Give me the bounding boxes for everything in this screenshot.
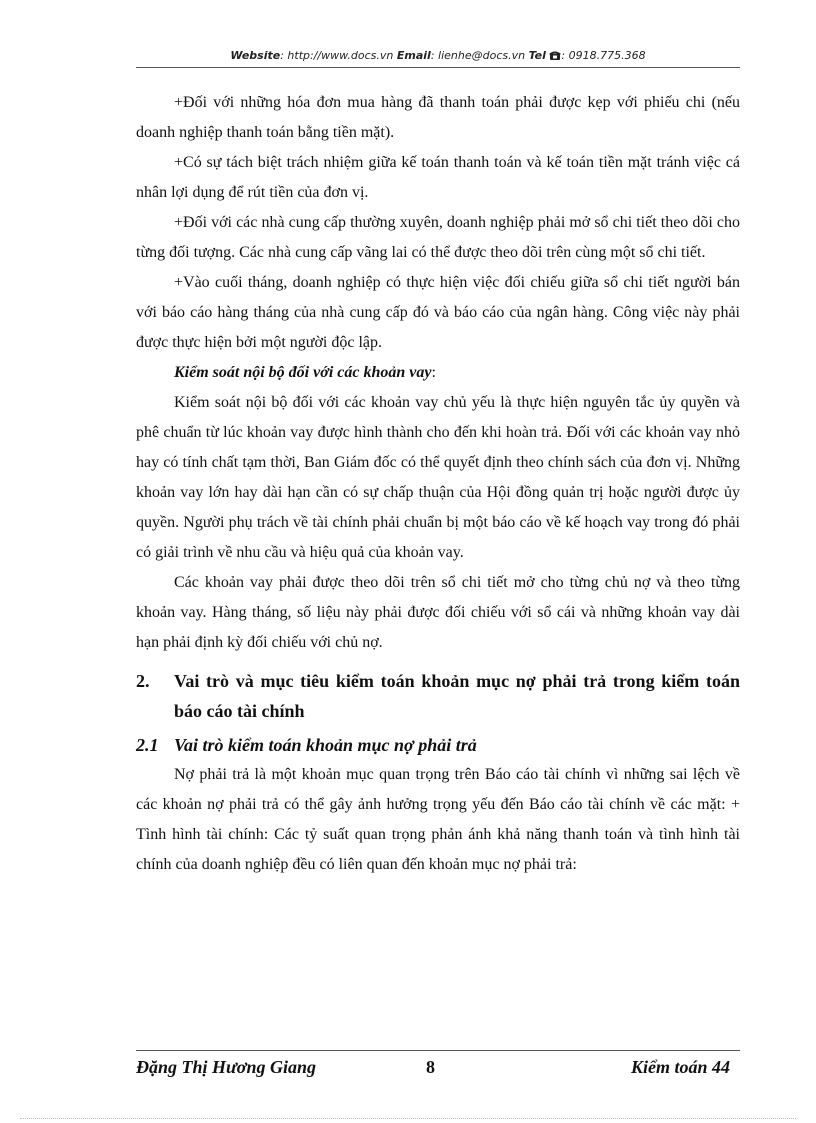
subheading-colon: : <box>431 364 436 381</box>
paragraph: +Vào cuối tháng, doanh nghiệp có thực hiện việc đối chiếu giữa sổ chi tiết người bán với báo cáo hàng tháng của nhà cung cấp đó và báo cáo của ngân hàng. Công việc này phải được thực hiện bởi một người độc lập. <box>136 274 740 351</box>
section-heading-2-1 <box>136 730 740 760</box>
page-header <box>136 47 740 68</box>
paragraph: +Đối với các nhà cung cấp thường xuyên, doanh nghiệp phải mở sổ chi tiết theo dõi cho từng đối tượng. Các nhà cung cấp vãng lai có thể được theo dõi trên cùng một sổ chi tiết. <box>136 214 740 261</box>
page-bottom-border <box>20 1118 796 1119</box>
document-body <box>136 88 740 880</box>
section-number: 2.1 <box>136 735 159 755</box>
paragraph: +Đối với những hóa đơn mua hàng đã thanh toán phải được kẹp với phiếu chi (nếu doanh nghiệp thanh toán bằng tiền mặt). <box>136 94 740 141</box>
website-label: Website <box>230 49 281 62</box>
telephone-icon <box>549 49 561 67</box>
section-number: 2. <box>136 671 150 691</box>
tel-label: Tel <box>528 49 546 62</box>
footer-class: Kiểm toán 44 <box>630 1057 730 1077</box>
paragraph: Các khoản vay phải được theo dõi trên sổ chi tiết mở cho từng chủ nợ và theo từng khoản vay. Hàng tháng, số liệu này phải được đối chiếu với sổ cái và những khoản vay dài hạn phải định kỳ đối chiếu với chủ nợ. <box>136 574 740 651</box>
footer-author: Đặng Thị Hương Giang <box>136 1057 316 1077</box>
paragraph: Kiểm soát nội bộ đối với các khoản vay chủ yếu là thực hiện nguyên tắc ủy quyền và phê chuẩn từ lúc khoản vay được hình thành cho đến khi hoàn trả. Đối với các khoản vay nhỏ hay có tính chất tạm thời, Ban Giám đốc có thể quyết định theo chính sách của đơn vị. Những khoản vay lớn hay dài hạn cần có sự chấp thuận của Hội đồng quản trị hoặc người được ủy quyền. Người phụ trách về tài chính phải chuẩn bị một báo cáo về kế hoạch vay trong đó phải có giải trình về nhu cầu và hiệu quả của khoản vay. <box>136 394 740 561</box>
page-footer <box>136 1054 740 1080</box>
subheading-loans <box>136 358 740 388</box>
email-value: : lienhe@docs.vn <box>430 49 526 62</box>
page-number: 8 <box>426 1057 435 1077</box>
section-title: Vai trò và mục tiêu kiểm toán khoản mục nợ phải trả trong kiểm toán báo cáo tài chính <box>174 671 740 721</box>
website-value: : http://www.docs.vn <box>280 49 394 62</box>
paragraph: Nợ phải trả là một khoản mục quan trọng trên Báo cáo tài chính vì những sai lệch về các khoản nợ phải trả có thể gây ảnh hưởng trọng yếu đến Báo cáo tài chính về các mặt: + Tình hình tài chính: Các tỷ suất quan trọng phản ánh khả năng thanh toán và tình hình tài chính của doanh nghiệp đều có liên quan đến khoản mục nợ phải trả: <box>136 766 740 873</box>
footer-divider <box>136 1050 740 1051</box>
tel-value: : 0918.775.368 <box>561 49 646 62</box>
section-heading-2 <box>136 666 740 726</box>
paragraph: +Có sự tách biệt trách nhiệm giữa kế toán thanh toán và kế toán tiền mặt tránh việc cá nhân lợi dụng để rút tiền của đơn vị. <box>136 154 740 201</box>
section-title: Vai trò kiểm toán khoản mục nợ phải trả <box>174 735 477 755</box>
subheading-loans-text: Kiểm soát nội bộ đối với các khoản vay <box>174 364 432 381</box>
email-label: Email <box>396 49 431 62</box>
